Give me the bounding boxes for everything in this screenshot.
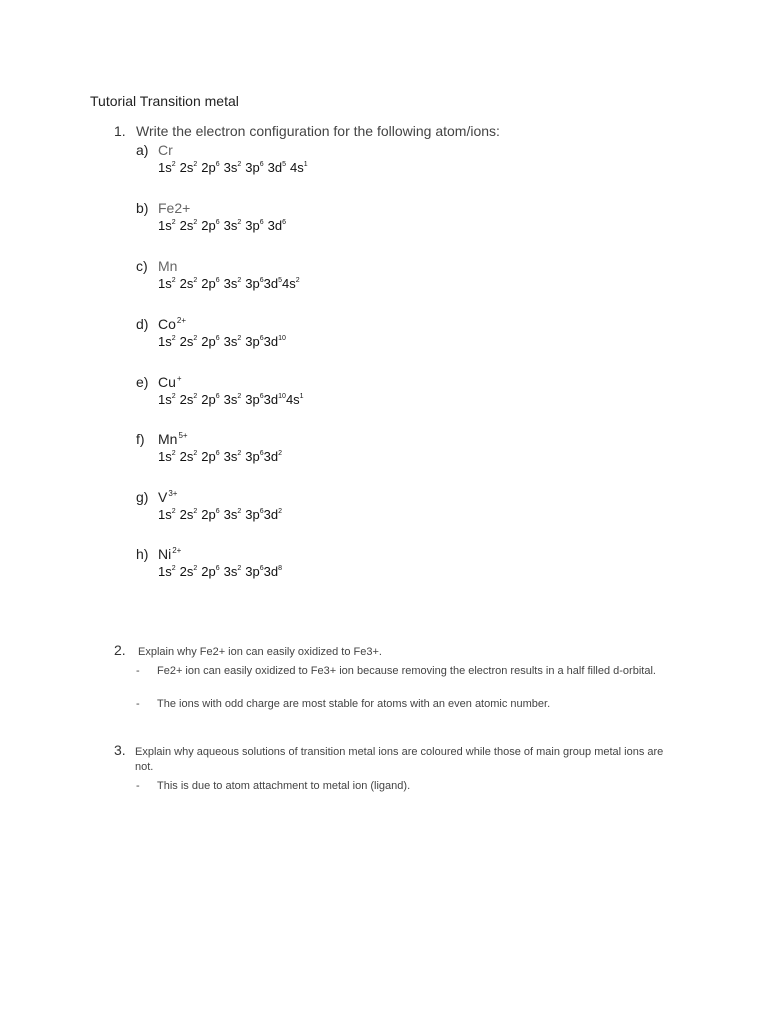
orbital-name: 3p — [245, 218, 260, 233]
orbital-electrons: 2 — [237, 565, 242, 572]
orbital — [158, 160, 176, 175]
orbital — [224, 564, 242, 579]
ion-charge: 3+ — [168, 489, 178, 498]
orbital-electrons: 2 — [237, 450, 242, 457]
orbital-name: 2s — [179, 160, 194, 175]
question-3-answer-1 — [136, 779, 676, 794]
orbital-electrons: 2 — [295, 277, 300, 284]
orbital-electrons: 6 — [259, 335, 264, 342]
orbital-electrons: 6 — [259, 450, 264, 457]
orbital-electrons: 2 — [193, 450, 198, 457]
element-symbol — [158, 546, 181, 562]
element-symbol — [158, 316, 186, 332]
orbital-electrons: 2 — [237, 161, 242, 168]
element-symbol-text: Cr — [158, 142, 173, 158]
element-symbol-text: Fe2+ — [158, 200, 191, 216]
orbital-electrons: 2 — [171, 277, 176, 284]
orbital — [224, 334, 242, 349]
orbital-name: 2p — [201, 392, 216, 407]
orbital — [282, 276, 300, 291]
config-item — [136, 316, 696, 349]
orbital-name: 3s — [223, 218, 238, 233]
config-item — [136, 200, 696, 233]
orbital-name: 3d — [263, 449, 279, 464]
orbital-name: 4s — [282, 276, 296, 291]
orbital-name: 3p — [245, 334, 260, 349]
orbital-name: 3d — [263, 276, 279, 291]
orbital — [286, 392, 304, 407]
orbital-electrons: 2 — [171, 219, 176, 226]
orbital — [180, 218, 198, 233]
document-title: Tutorial Transition metal — [90, 93, 239, 109]
orbital — [264, 334, 286, 349]
orbital-electrons: 2 — [171, 508, 176, 515]
orbital-electrons: 6 — [215, 219, 220, 226]
orbital-name: 2s — [179, 507, 194, 522]
orbital — [158, 392, 176, 407]
orbital-electrons: 2 — [171, 161, 176, 168]
orbital — [180, 507, 198, 522]
orbital-electrons: 2 — [193, 393, 198, 400]
orbital — [158, 218, 176, 233]
orbital — [180, 160, 198, 175]
answer-text: The ions with odd charge are most stable for atoms with an even atomic number. — [157, 698, 551, 710]
orbital-name: 2p — [201, 160, 216, 175]
orbital-name: 1s — [158, 392, 172, 407]
orbital-name: 3s — [223, 334, 238, 349]
question-2-answer-2 — [136, 697, 676, 712]
orbital — [224, 507, 242, 522]
bullet-dash: - — [136, 698, 140, 710]
orbital-electrons: 6 — [259, 219, 264, 226]
orbital-name: 2p — [201, 449, 216, 464]
element-symbol-text: Mn — [158, 431, 178, 447]
orbital — [158, 334, 176, 349]
orbital-electrons: 2 — [237, 508, 242, 515]
electron-configuration — [158, 507, 282, 522]
orbital — [245, 276, 263, 291]
element-symbol-text: V — [158, 489, 168, 505]
orbital-electrons: 6 — [215, 393, 220, 400]
orbital — [180, 449, 198, 464]
orbital-electrons: 2 — [278, 450, 283, 457]
electron-configuration — [158, 276, 300, 291]
electron-configuration — [158, 392, 304, 407]
question-2-answer-1 — [136, 664, 676, 679]
orbital — [201, 564, 219, 579]
orbital — [158, 449, 176, 464]
orbital-name: 2p — [201, 334, 216, 349]
item-letter: h) — [136, 546, 149, 562]
orbital — [290, 160, 308, 175]
orbital-name: 3d — [263, 392, 279, 407]
orbital-name: 2s — [179, 334, 194, 349]
orbital-name: 3d — [267, 160, 283, 175]
config-item — [136, 431, 696, 464]
element-symbol — [158, 489, 177, 505]
orbital-name: 1s — [158, 276, 172, 291]
orbital-name: 3d — [263, 507, 279, 522]
orbital-name: 3p — [245, 564, 260, 579]
orbital-name: 3d — [263, 334, 279, 349]
orbital-electrons: 2 — [171, 565, 176, 572]
bullet-dash: - — [136, 665, 140, 677]
orbital-electrons: 1 — [299, 393, 304, 400]
orbital-electrons: 6 — [215, 277, 220, 284]
answer-text: Fe2+ ion can easily oxidized to Fe3+ ion because removing the electron results in a half filled d-orbital. — [157, 665, 656, 677]
orbital-electrons: 6 — [215, 450, 220, 457]
orbital-name: 3s — [223, 160, 238, 175]
item-letter: g) — [136, 489, 149, 505]
orbital — [201, 449, 219, 464]
orbital — [158, 507, 176, 522]
orbital — [201, 392, 219, 407]
item-letter: e) — [136, 374, 149, 390]
element-symbol-text: Cu — [158, 374, 176, 390]
ion-charge: 2+ — [172, 546, 182, 555]
orbital — [201, 334, 219, 349]
question-3-text: Explain why aqueous solutions of transition metal ions are coloured while those of main group metal ions are not. — [135, 746, 664, 773]
item-letter: a) — [136, 142, 149, 158]
orbital-electrons: 6 — [215, 161, 220, 168]
element-symbol — [158, 200, 190, 216]
orbital-electrons: 6 — [259, 161, 264, 168]
orbital-name: 1s — [158, 564, 172, 579]
orbital — [245, 507, 263, 522]
orbital-electrons: 6 — [282, 219, 287, 226]
orbital-name: 2s — [179, 218, 194, 233]
orbital-name: 2p — [201, 218, 216, 233]
orbital — [245, 449, 263, 464]
orbital-name: 2s — [179, 564, 194, 579]
config-item-header — [136, 200, 696, 218]
orbital — [245, 564, 263, 579]
orbital-name: 3p — [245, 160, 260, 175]
electron-configuration — [158, 334, 286, 349]
config-item — [136, 546, 696, 579]
orbital — [264, 564, 282, 579]
item-letter: b) — [136, 200, 149, 216]
orbital-name: 2p — [201, 507, 216, 522]
orbital — [224, 449, 242, 464]
orbital-name: 3d — [263, 564, 279, 579]
orbital-electrons: 2 — [278, 508, 283, 515]
orbital-electrons: 2 — [237, 219, 242, 226]
bullet-dash: - — [136, 780, 140, 792]
electron-configuration — [158, 218, 290, 233]
orbital — [268, 218, 286, 233]
orbital-name: 2s — [179, 392, 194, 407]
question-2-number: 2. — [114, 642, 126, 658]
orbital-electrons: 5 — [282, 161, 287, 168]
orbital-electrons: 2 — [193, 161, 198, 168]
orbital-electrons: 6 — [259, 277, 264, 284]
ion-charge: + — [176, 374, 182, 383]
element-symbol — [158, 258, 177, 274]
orbital — [245, 218, 263, 233]
config-item-header — [136, 546, 696, 564]
orbital-electrons: 6 — [215, 565, 220, 572]
orbital-electrons: 2 — [171, 393, 176, 400]
orbital-name: 3p — [245, 276, 260, 291]
orbital — [201, 507, 219, 522]
orbital-name: 1s — [158, 507, 172, 522]
orbital — [224, 218, 242, 233]
orbital — [201, 160, 219, 175]
orbital — [180, 392, 198, 407]
orbital-name: 3s — [223, 392, 238, 407]
question-3-number: 3. — [114, 742, 126, 758]
answer-text: This is due to atom attachment to metal ion (ligand). — [157, 780, 411, 792]
orbital-name: 3p — [245, 449, 260, 464]
orbital-electrons: 2 — [237, 393, 242, 400]
config-item-header — [136, 142, 696, 160]
element-symbol — [158, 142, 173, 158]
config-item-header — [136, 431, 696, 449]
orbital — [264, 392, 286, 407]
element-symbol — [158, 431, 188, 447]
orbital-name: 1s — [158, 449, 172, 464]
orbital — [180, 334, 198, 349]
orbital — [264, 276, 282, 291]
orbital-electrons: 1 — [303, 161, 308, 168]
orbital-electrons: 6 — [259, 393, 264, 400]
orbital-name: 4s — [285, 392, 300, 407]
orbital-name: 3d — [267, 218, 283, 233]
orbital-name: 4s — [290, 160, 304, 175]
config-item-header — [136, 489, 696, 507]
electron-configuration — [158, 564, 282, 579]
orbital — [264, 507, 282, 522]
orbital-electrons: 2 — [171, 335, 176, 342]
question-1-number: 1. — [114, 123, 126, 139]
config-item-header — [136, 374, 696, 392]
orbital-electrons: 2 — [193, 565, 198, 572]
config-item-header — [136, 316, 696, 334]
orbital-name: 3p — [245, 507, 260, 522]
element-symbol — [158, 374, 182, 390]
orbital-electrons: 2 — [193, 508, 198, 515]
orbital-electrons: 5 — [278, 277, 283, 284]
orbital-electrons: 6 — [259, 508, 264, 515]
orbital — [245, 160, 263, 175]
config-item-header — [136, 258, 696, 276]
item-letter: f) — [136, 431, 145, 447]
ion-charge: 5+ — [178, 431, 188, 440]
orbital-name: 1s — [158, 218, 172, 233]
orbital-name: 2p — [201, 564, 216, 579]
element-symbol-text: Co — [158, 316, 176, 332]
element-symbol-text: Ni — [158, 546, 172, 562]
orbital — [264, 449, 282, 464]
orbital-electrons: 8 — [278, 565, 283, 572]
item-letter: c) — [136, 258, 148, 274]
orbital — [245, 334, 263, 349]
config-item — [136, 142, 696, 175]
item-letter: d) — [136, 316, 149, 332]
orbital-electrons: 2 — [193, 219, 198, 226]
element-symbol-text: Mn — [158, 258, 178, 274]
orbital-electrons: 2 — [237, 335, 242, 342]
orbital — [224, 160, 242, 175]
orbital-electrons: 2 — [237, 277, 242, 284]
orbital — [201, 218, 219, 233]
electron-configuration — [158, 160, 312, 175]
orbital — [158, 564, 176, 579]
orbital-electrons: 6 — [215, 508, 220, 515]
electron-configuration — [158, 449, 282, 464]
orbital-name: 1s — [158, 160, 172, 175]
orbital-name: 3s — [223, 449, 238, 464]
config-item — [136, 489, 696, 522]
orbital-name: 3s — [223, 564, 238, 579]
orbital-name: 2p — [201, 276, 216, 291]
orbital-electrons: 2 — [193, 335, 198, 342]
orbital — [224, 392, 242, 407]
orbital — [158, 276, 176, 291]
orbital — [245, 392, 263, 407]
orbital-electrons: 10 — [278, 335, 286, 342]
orbital-electrons: 10 — [278, 393, 286, 400]
orbital-electrons: 6 — [259, 565, 264, 572]
question-2-text: Explain why Fe2+ ion can easily oxidized to Fe3+. — [138, 646, 382, 658]
orbital-electrons: 6 — [215, 335, 220, 342]
question-1-text: Write the electron configuration for the following atom/ions: — [136, 123, 500, 139]
orbital-name: 3p — [245, 392, 260, 407]
orbital — [180, 564, 198, 579]
orbital — [268, 160, 286, 175]
orbital — [201, 276, 219, 291]
orbital-name: 1s — [158, 334, 172, 349]
orbital-name: 3s — [223, 276, 238, 291]
ion-charge: 2+ — [176, 316, 187, 325]
orbital-electrons: 2 — [193, 277, 198, 284]
orbital-name: 3s — [223, 507, 238, 522]
orbital — [224, 276, 242, 291]
orbital — [180, 276, 198, 291]
orbital-name: 2s — [179, 276, 194, 291]
config-item — [136, 374, 696, 407]
orbital-electrons: 2 — [171, 450, 176, 457]
config-item — [136, 258, 696, 291]
orbital-name: 2s — [179, 449, 194, 464]
